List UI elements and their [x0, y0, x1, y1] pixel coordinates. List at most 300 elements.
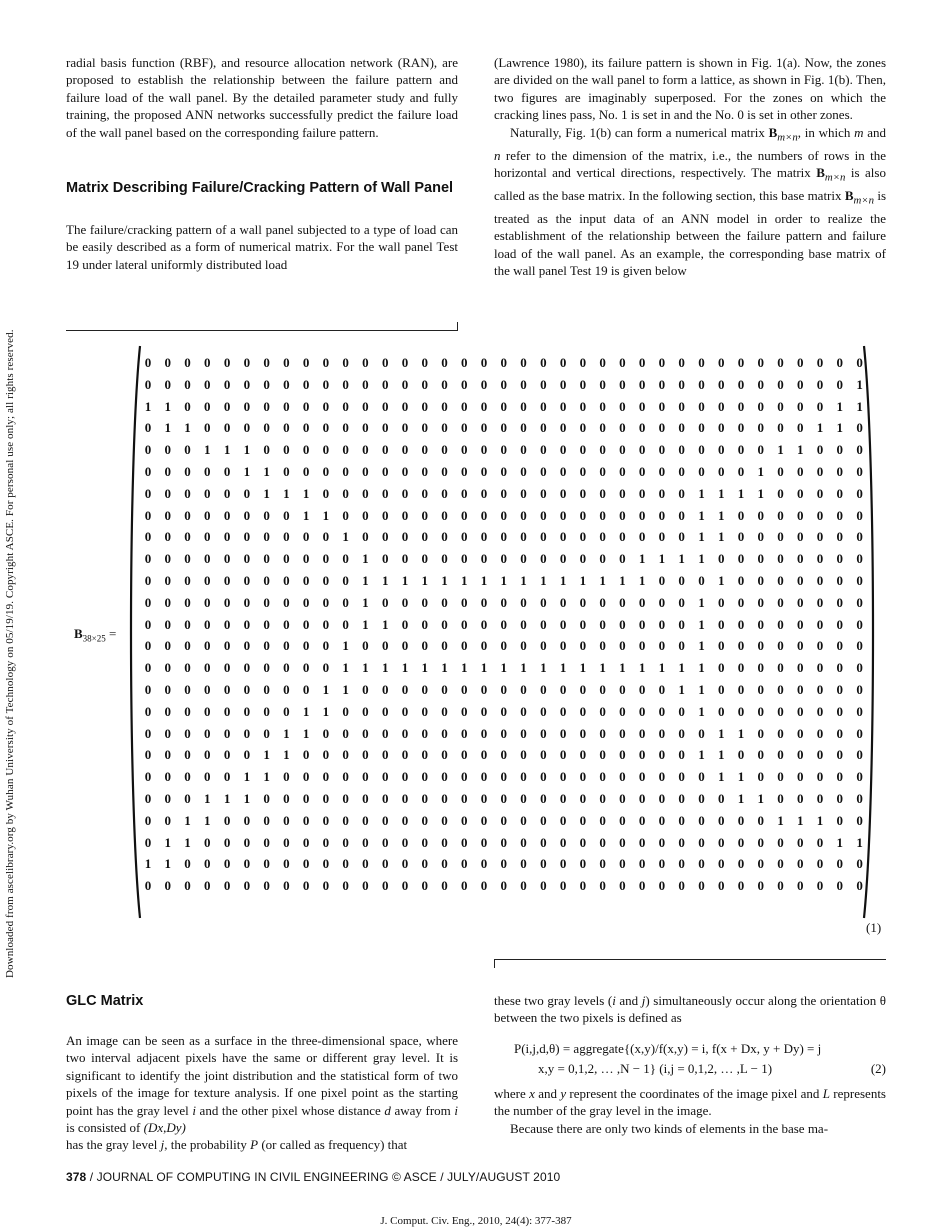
matrix-cell: 0	[204, 616, 211, 632]
matrix-cell: 0	[144, 878, 152, 894]
matrix-cell: 0	[362, 790, 369, 806]
matrix-cell: 0	[599, 747, 606, 763]
matrix-cell: 0	[144, 594, 152, 610]
matrix-cell: 0	[757, 355, 764, 370]
matrix-cell: 0	[698, 463, 705, 479]
matrix-cell: 0	[500, 442, 508, 458]
matrix-cell: 0	[223, 485, 231, 501]
matrix-cell: 0	[342, 442, 349, 458]
matrix-cell: 0	[480, 529, 488, 545]
matrix-cell: 0	[401, 834, 409, 850]
matrix-cell: 1	[144, 856, 152, 872]
matrix-cell: 0	[797, 376, 804, 392]
matrix-cell: 0	[342, 594, 349, 610]
matrix-cell: 0	[441, 594, 448, 610]
matrix-cell: 0	[717, 681, 725, 697]
matrix-cell: 0	[559, 485, 567, 501]
matrix-cell: 0	[797, 856, 804, 872]
matrix-cell: 1	[263, 463, 270, 479]
matrix-cell: 0	[381, 769, 389, 785]
matrix-cell: 0	[283, 355, 290, 370]
matrix-cell: 0	[441, 769, 448, 785]
matrix-cell: 0	[619, 616, 626, 632]
matrix-cell: 0	[757, 551, 764, 567]
matrix-cell: 0	[263, 551, 270, 567]
matrix-cell: 0	[698, 376, 705, 392]
matrix-cell: 1	[263, 485, 270, 501]
matrix-cell: 0	[797, 463, 804, 479]
matrix-cell: 0	[381, 725, 389, 741]
matrix-cell: 0	[579, 551, 587, 567]
matrix-cell: 0	[678, 616, 685, 632]
matrix-cell: 1	[698, 638, 705, 654]
matrix-cell: 0	[856, 747, 863, 763]
matrix-cell: 0	[520, 594, 527, 610]
matrix-cell: 0	[342, 769, 349, 785]
matrix-cell: 0	[401, 442, 409, 458]
matrix-cell: 0	[263, 594, 270, 610]
matrix-cell: 0	[599, 551, 606, 567]
matrix-cell: 1	[441, 660, 448, 676]
matrix-cell: 0	[184, 376, 191, 392]
matrix-cell: 0	[559, 420, 567, 436]
matrix-cell: 0	[520, 355, 527, 370]
matrix-cell: 0	[678, 856, 685, 872]
matrix-cell: 0	[243, 572, 251, 588]
matrix-cell: 0	[856, 572, 863, 588]
matrix-cell: 1	[678, 551, 685, 567]
matrix-cell: 0	[559, 463, 567, 479]
matrix-cell: 0	[461, 856, 468, 872]
matrix-cell: 0	[757, 420, 764, 436]
matrix-cell: 0	[263, 856, 270, 872]
matrix-cell: 0	[263, 355, 270, 370]
matrix-cell: 0	[540, 551, 547, 567]
matrix-cell: 0	[381, 681, 389, 697]
matrix-cell: 0	[144, 442, 152, 458]
matrix-cell: 0	[599, 463, 606, 479]
matrix-cell: 0	[421, 355, 428, 370]
matrix-cell: 0	[816, 834, 824, 850]
matrix-cell: 0	[856, 551, 863, 567]
matrix-cell: 0	[797, 551, 804, 567]
matrix-row	[140, 570, 868, 592]
matrix-cell: 0	[619, 725, 626, 741]
matrix-cell: 0	[362, 463, 369, 479]
matrix-cell: 0	[381, 485, 389, 501]
matrix-cell: 0	[579, 594, 587, 610]
matrix-cell: 0	[540, 747, 547, 763]
matrix-cell: 0	[816, 376, 824, 392]
matrix-cell: 0	[757, 769, 764, 785]
matrix-cell: 0	[302, 616, 310, 632]
matrix-cell: 0	[164, 747, 172, 763]
matrix-cell: 0	[816, 398, 824, 414]
matrix-cell: 0	[520, 834, 527, 850]
matrix-cell: 1	[461, 660, 468, 676]
matrix-cell: 0	[737, 529, 745, 545]
column-end-rule	[66, 330, 458, 331]
journal-name: / JOURNAL OF COMPUTING IN CIVIL ENGINEERING © ASCE / JULY/AUGUST 2010	[86, 1170, 561, 1184]
matrix-cell: 0	[421, 398, 428, 414]
matrix-cell: 0	[698, 769, 705, 785]
matrix-cell: 0	[816, 616, 824, 632]
matrix-cell: 0	[619, 376, 626, 392]
matrix-cell: 0	[757, 878, 764, 894]
matrix-cell: 0	[619, 812, 626, 828]
matrix-cell: 0	[737, 442, 745, 458]
matrix-cell: 0	[678, 834, 685, 850]
matrix-cell: 0	[559, 812, 567, 828]
matrix-cell: 0	[480, 812, 488, 828]
matrix-cell: 0	[638, 485, 646, 501]
matrix-cell: 0	[737, 638, 745, 654]
matrix-cell: 0	[243, 812, 251, 828]
matrix-cell: 0	[144, 747, 152, 763]
matrix-cell: 0	[500, 681, 508, 697]
matrix-cell: 0	[283, 507, 290, 523]
matrix-cell: 0	[737, 376, 745, 392]
matrix-cell: 1	[757, 485, 764, 501]
matrix-cell: 0	[243, 747, 251, 763]
matrix-cell: 0	[638, 507, 646, 523]
matrix-cell: 0	[243, 398, 251, 414]
matrix-cell: 0	[302, 769, 310, 785]
matrix-cell: 0	[441, 790, 448, 806]
matrix-cell: 0	[401, 638, 409, 654]
matrix-cell: 0	[342, 355, 349, 370]
matrix-cell: 0	[322, 616, 330, 632]
matrix-cell: 0	[283, 551, 290, 567]
matrix-cell: 0	[797, 747, 804, 763]
matrix-cell: 0	[263, 442, 270, 458]
matrix-cell: 0	[164, 878, 172, 894]
matrix-cell: 0	[678, 769, 685, 785]
matrix-cell: 0	[777, 572, 784, 588]
matrix-cell: 0	[144, 463, 152, 479]
matrix-cell: 0	[540, 812, 547, 828]
matrix-cell: 0	[856, 878, 863, 894]
matrix-cell: 0	[579, 638, 587, 654]
matrix-cell: 0	[243, 660, 251, 676]
matrix-cell: 0	[599, 812, 606, 828]
matrix-cell: 0	[164, 551, 172, 567]
matrix-cell: 0	[599, 485, 606, 501]
matrix-cell: 0	[619, 703, 626, 719]
matrix-cell: 0	[421, 725, 428, 741]
matrix-cell: 0	[658, 355, 666, 370]
matrix-cell: 0	[421, 507, 428, 523]
page-footer	[66, 1170, 560, 1184]
matrix-cell: 0	[777, 856, 784, 872]
matrix-cell: 0	[184, 747, 191, 763]
matrix-cell: 0	[381, 376, 389, 392]
matrix-cell: 1	[599, 572, 606, 588]
matrix-cell: 0	[757, 856, 764, 872]
matrix-cell: 0	[401, 355, 409, 370]
matrix-cell: 0	[540, 703, 547, 719]
matrix-cell: 1	[698, 551, 705, 567]
matrix-cell: 0	[797, 398, 804, 414]
matrix-cell: 0	[164, 463, 172, 479]
matrix-cell: 0	[599, 834, 606, 850]
equation-2	[494, 1039, 886, 1079]
matrix-cell: 0	[441, 507, 448, 523]
matrix-cell: 0	[243, 507, 251, 523]
matrix-cell: 0	[816, 507, 824, 523]
matrix-cell: 0	[540, 485, 547, 501]
matrix-cell: 0	[816, 703, 824, 719]
matrix-cell: 0	[717, 638, 725, 654]
matrix-row	[140, 483, 868, 505]
matrix-cell: 0	[757, 725, 764, 741]
matrix-cell: 0	[638, 681, 646, 697]
matrix-cell: 1	[401, 660, 409, 676]
matrix-cell: 0	[441, 747, 448, 763]
matrix-cell: 0	[856, 594, 863, 610]
matrix-cell: 0	[816, 529, 824, 545]
matrix-cell: 0	[322, 769, 330, 785]
matrix-cell: 1	[302, 725, 310, 741]
matrix-cell: 0	[302, 747, 310, 763]
matrix-row	[140, 505, 868, 527]
matrix-cell: 0	[500, 376, 508, 392]
matrix-cell: 0	[322, 463, 330, 479]
matrix-cell: 0	[223, 834, 231, 850]
matrix-cell: 0	[322, 725, 330, 741]
matrix-cell: 0	[164, 769, 172, 785]
matrix-cell: 0	[362, 376, 369, 392]
matrix-cell: 0	[540, 594, 547, 610]
matrix-cell: 0	[144, 725, 152, 741]
matrix-cell: 0	[678, 638, 685, 654]
matrix-cell: 0	[302, 660, 310, 676]
matrix-cell: 0	[421, 616, 428, 632]
matrix-cell: 0	[204, 507, 211, 523]
matrix-cell: 0	[500, 812, 508, 828]
page-number: 378	[66, 1170, 87, 1184]
matrix-cell: 1	[283, 747, 290, 763]
matrix-cell: 0	[204, 747, 211, 763]
matrix-cell: 1	[816, 420, 824, 436]
matrix-cell: 0	[381, 442, 389, 458]
matrix-cell: 0	[540, 725, 547, 741]
matrix-cell: 1	[421, 660, 428, 676]
matrix-cell: 1	[441, 572, 448, 588]
matrix-cell: 0	[717, 594, 725, 610]
matrix-cell: 0	[480, 834, 488, 850]
matrix-cell: 1	[243, 769, 251, 785]
matrix-cell: 0	[540, 638, 547, 654]
matrix-cell: 0	[520, 376, 527, 392]
matrix-cell: 0	[797, 769, 804, 785]
matrix-cell: 0	[540, 507, 547, 523]
matrix-cell: 1	[184, 834, 191, 850]
matrix-cell: 0	[658, 834, 666, 850]
matrix-cell: 1	[717, 485, 725, 501]
matrix-cell: 0	[520, 747, 527, 763]
matrix-cell: 0	[204, 376, 211, 392]
matrix-row	[140, 439, 868, 461]
matrix-cell: 0	[421, 703, 428, 719]
matrix-cell: 0	[579, 507, 587, 523]
matrix-cell: 0	[599, 529, 606, 545]
matrix-cell: 0	[599, 725, 606, 741]
intro-paragraph-end: radial basis function (RBF), and resource allocation network (RAN), are proposed to establish the relationship between the failure pattern and failure load of the wall panel. By the detailed parameter study and fully training, the proposed ANN networks successfully predict the failure load of the wall panel based on the corresponding failure pattern.	[66, 55, 458, 140]
matrix-cell: 0	[223, 660, 231, 676]
matrix-cell: 0	[401, 812, 409, 828]
matrix-cell: 0	[698, 398, 705, 414]
matrix-cell: 0	[797, 616, 804, 632]
matrix-cell: 0	[678, 420, 685, 436]
matrix-cell: 0	[737, 812, 745, 828]
matrix-cell: 0	[678, 376, 685, 392]
matrix-cell: 1	[638, 551, 646, 567]
matrix-cell: 0	[520, 681, 527, 697]
equation-2-line-2: x,y = 0,1,2, … ,N − 1} (i,j = 0,1,2, … ,L − 1) (2)	[494, 1059, 886, 1079]
matrix-cell: 0	[658, 790, 666, 806]
matrix-cell: 0	[777, 681, 784, 697]
matrix-cell: 1	[856, 376, 863, 392]
matrix-cell: 1	[737, 790, 745, 806]
matrix-cell: 0	[164, 725, 172, 741]
equation-end-rule	[494, 959, 886, 960]
matrix-cell: 0	[204, 834, 211, 850]
matrix-cell: 0	[164, 681, 172, 697]
matrix-cell: 0	[559, 442, 567, 458]
matrix-cell: 0	[401, 376, 409, 392]
matrix-cell: 0	[520, 638, 527, 654]
matrix-cell: 0	[579, 420, 587, 436]
matrix-cell: 0	[223, 638, 231, 654]
matrix-cell: 1	[619, 572, 626, 588]
matrix-cell: 0	[599, 376, 606, 392]
matrix-cell: 1	[342, 660, 349, 676]
matrix-cell: 0	[184, 551, 191, 567]
matrix-cell: 0	[381, 747, 389, 763]
matrix-cell: 0	[204, 529, 211, 545]
matrix-cell: 0	[599, 594, 606, 610]
matrix-cell: 0	[698, 790, 705, 806]
matrix-row	[140, 526, 868, 548]
matrix-cell: 0	[777, 355, 784, 370]
matrix-cell: 0	[441, 703, 448, 719]
matrix-cell: 0	[302, 834, 310, 850]
matrix-cell: 0	[322, 638, 330, 654]
matrix-cell: 0	[717, 790, 725, 806]
matrix-cell: 0	[441, 616, 448, 632]
matrix-cell: 0	[283, 616, 290, 632]
matrix-cell: 1	[737, 725, 745, 741]
matrix-cell: 1	[678, 660, 685, 676]
matrix-cell: 0	[461, 812, 468, 828]
matrix-cell: 0	[638, 703, 646, 719]
matrix-cell: 0	[283, 834, 290, 850]
matrix-cell: 1	[638, 572, 646, 588]
matrix-cell: 0	[797, 572, 804, 588]
matrix-cell: 1	[164, 834, 172, 850]
matrix-cell: 0	[836, 594, 844, 610]
matrix-cell: 1	[579, 660, 587, 676]
matrix-cell: 0	[836, 747, 844, 763]
citation: J. Comput. Civ. Eng., 2010, 24(4): 377-387	[380, 1215, 572, 1227]
matrix-row	[140, 417, 868, 439]
matrix-cell: 0	[184, 769, 191, 785]
matrix-cell: 0	[856, 856, 863, 872]
matrix-cell: 0	[283, 790, 290, 806]
base-matrix-grid	[140, 352, 868, 897]
matrix-cell: 0	[797, 355, 804, 370]
matrix-cell: 0	[283, 638, 290, 654]
matrix-cell: 0	[836, 616, 844, 632]
matrix-cell: 0	[381, 594, 389, 610]
matrix-cell: 0	[381, 420, 389, 436]
matrix-cell: 0	[204, 638, 211, 654]
matrix-cell: 0	[540, 442, 547, 458]
matrix-cell: 0	[302, 355, 310, 370]
matrix-cell: 0	[777, 376, 784, 392]
matrix-cell: 0	[816, 551, 824, 567]
matrix-cell: 0	[322, 747, 330, 763]
matrix-cell: 0	[599, 769, 606, 785]
matrix-cell: 0	[816, 442, 824, 458]
matrix-cell: 0	[540, 878, 547, 894]
matrix-cell: 0	[480, 703, 488, 719]
matrix-cell: 1	[401, 572, 409, 588]
matrix-cell: 0	[520, 703, 527, 719]
matrix-cell: 0	[144, 529, 152, 545]
matrix-cell: 1	[717, 529, 725, 545]
matrix-row	[140, 875, 868, 897]
matrix-cell: 0	[184, 529, 191, 545]
matrix-cell: 0	[144, 551, 152, 567]
matrix-cell: 0	[816, 856, 824, 872]
matrix-cell: 0	[658, 616, 666, 632]
matrix-cell: 0	[540, 355, 547, 370]
matrix-cell: 0	[678, 703, 685, 719]
matrix-cell: 0	[638, 463, 646, 479]
matrix-cell: 0	[223, 616, 231, 632]
matrix-cell: 0	[619, 507, 626, 523]
matrix-cell: 0	[184, 681, 191, 697]
matrix-cell: 0	[223, 376, 231, 392]
matrix-cell: 0	[421, 463, 428, 479]
matrix-cell: 0	[461, 485, 468, 501]
matrix-cell: 0	[342, 376, 349, 392]
matrix-cell: 0	[144, 681, 152, 697]
matrix-cell: 0	[223, 703, 231, 719]
matrix-cell: 0	[777, 551, 784, 567]
matrix-cell: 1	[698, 747, 705, 763]
failure-pattern-paragraph: (Lawrence 1980), its failure pattern is shown in Fig. 1(a). Now, the zones are divided on the wall panel to form a lattice, as shown in Fig. 1(b). Then, two figures are imaginably superposed. For the zones on which the cracking lines pass, No. 1 is set in and the No. 0 is set in other zones.	[494, 55, 886, 123]
matrix-cell: 0	[500, 485, 508, 501]
matrix-cell: 0	[816, 790, 824, 806]
matrix-cell: 0	[797, 725, 804, 741]
matrix-cell: 0	[144, 638, 152, 654]
matrix-cell: 0	[144, 355, 152, 370]
matrix-cell: 0	[223, 769, 231, 785]
matrix-cell: 0	[283, 812, 290, 828]
matrix-cell: 0	[362, 834, 369, 850]
matrix-cell: 0	[362, 703, 369, 719]
matrix-cell: 0	[322, 529, 330, 545]
matrix-cell: 0	[243, 703, 251, 719]
matrix-cell: 0	[678, 878, 685, 894]
matrix-cell: 0	[322, 398, 330, 414]
matrix-cell: 0	[757, 442, 764, 458]
matrix-cell: 0	[342, 856, 349, 872]
matrix-cell: 0	[362, 485, 369, 501]
